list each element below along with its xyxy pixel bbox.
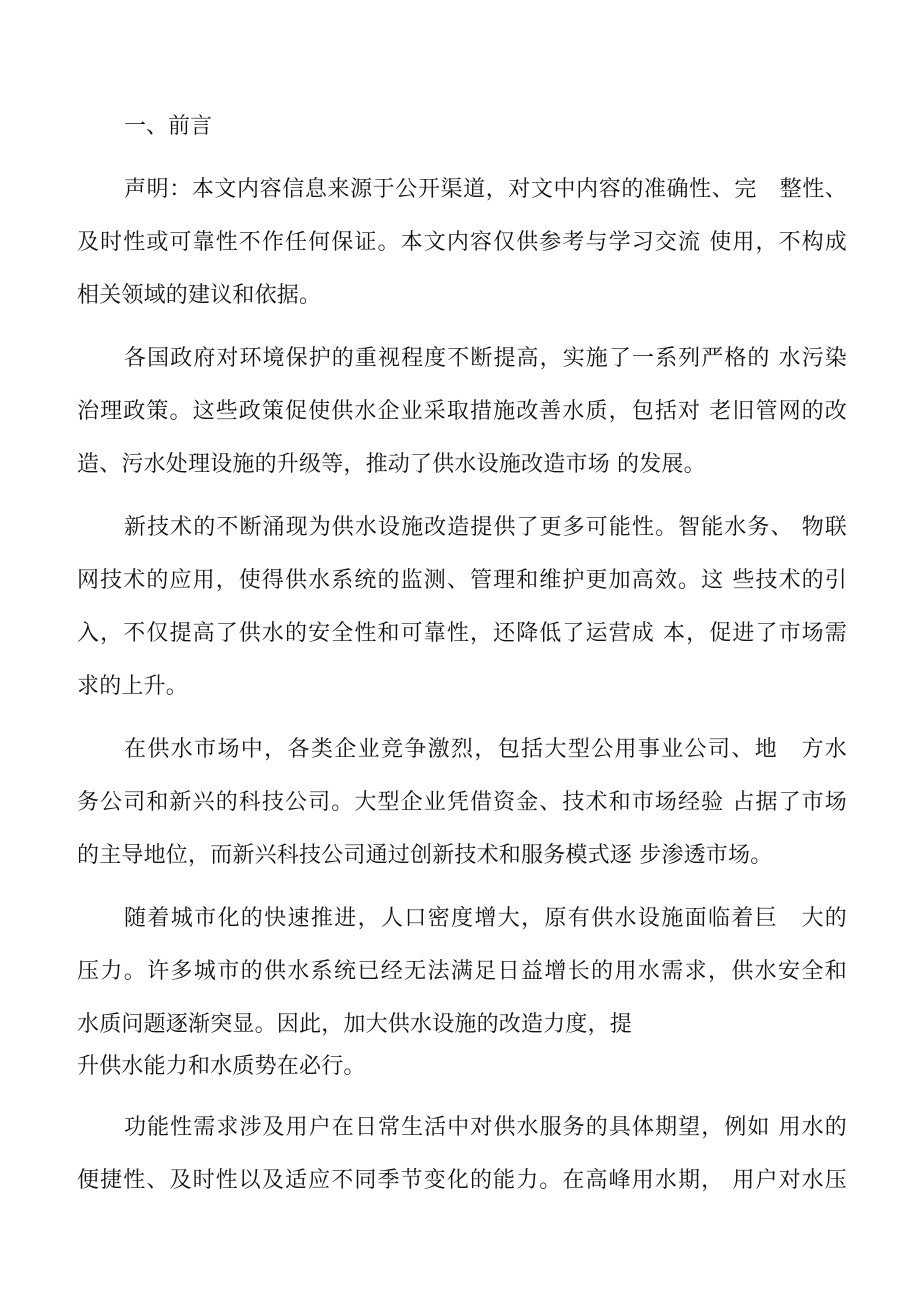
text-line: 在供水市场中，各类企业竞争激烈，包括大型公用事业公司、地 方水: [124, 737, 847, 762]
text-line: 及时性或可靠性不作任何保证。本文内容仅供参考与学习交流 使用，不构成: [77, 230, 847, 255]
text-line: 入，不仅提高了供水的安全性和可靠性，还降低了运营成 本，促进了市场需: [77, 621, 847, 646]
text-line: 各国政府对环境保护的重视程度不断提高，实施了一系列严格的 水污染: [124, 346, 847, 371]
text-line: 声明：本文内容信息来源于公开渠道，对文中内容的准确性、完 整性、: [124, 177, 847, 202]
text-line: 相关领域的建议和依据。: [77, 283, 322, 308]
text-line: 务公司和新兴的科技公司。大型企业凭借资金、技术和市场经验 占据了市场: [77, 790, 847, 815]
text-line: 便捷性、及时性以及适应不同季节变化的能力。在高峰用水期， 用户对水压: [77, 1168, 847, 1193]
section-heading: 一、前言: [124, 114, 213, 139]
text-line: 治理政策。这些政策促使供水企业采取措施改善水质，包括对 老旧管网的改: [77, 399, 847, 424]
text-line: 的主导地位，而新兴科技公司通过创新技术和服务模式逐 步渗透市场。: [77, 843, 773, 868]
text-line: 网技术的应用，使得供水系统的监测、管理和维护更加高效。这 些技术的引: [77, 568, 847, 593]
text-line: 升供水能力和水质势在必行。: [77, 1054, 366, 1079]
text-line: 造、污水处理设施的升级等，推动了供水设施改造市场 的发展。: [77, 452, 706, 477]
text-line: 功能性需求涉及用户在日常生活中对供水服务的具体期望，例如 用水的: [124, 1115, 847, 1140]
text-line: 压力。许多城市的供水系统已经无法满足日益增长的用水需求，供水安全和: [77, 959, 847, 984]
text-line: 水质问题逐渐突显。因此，加大供水设施的改造力度，提: [77, 1012, 633, 1037]
text-line: 随着城市化的快速推进，人口密度增大，原有供水设施面临着巨 大的: [124, 906, 847, 931]
text-line: 求的上升。: [77, 674, 189, 699]
text-line: 新技术的不断涌现为供水设施改造提供了更多可能性。智能水务、 物联: [124, 515, 847, 540]
